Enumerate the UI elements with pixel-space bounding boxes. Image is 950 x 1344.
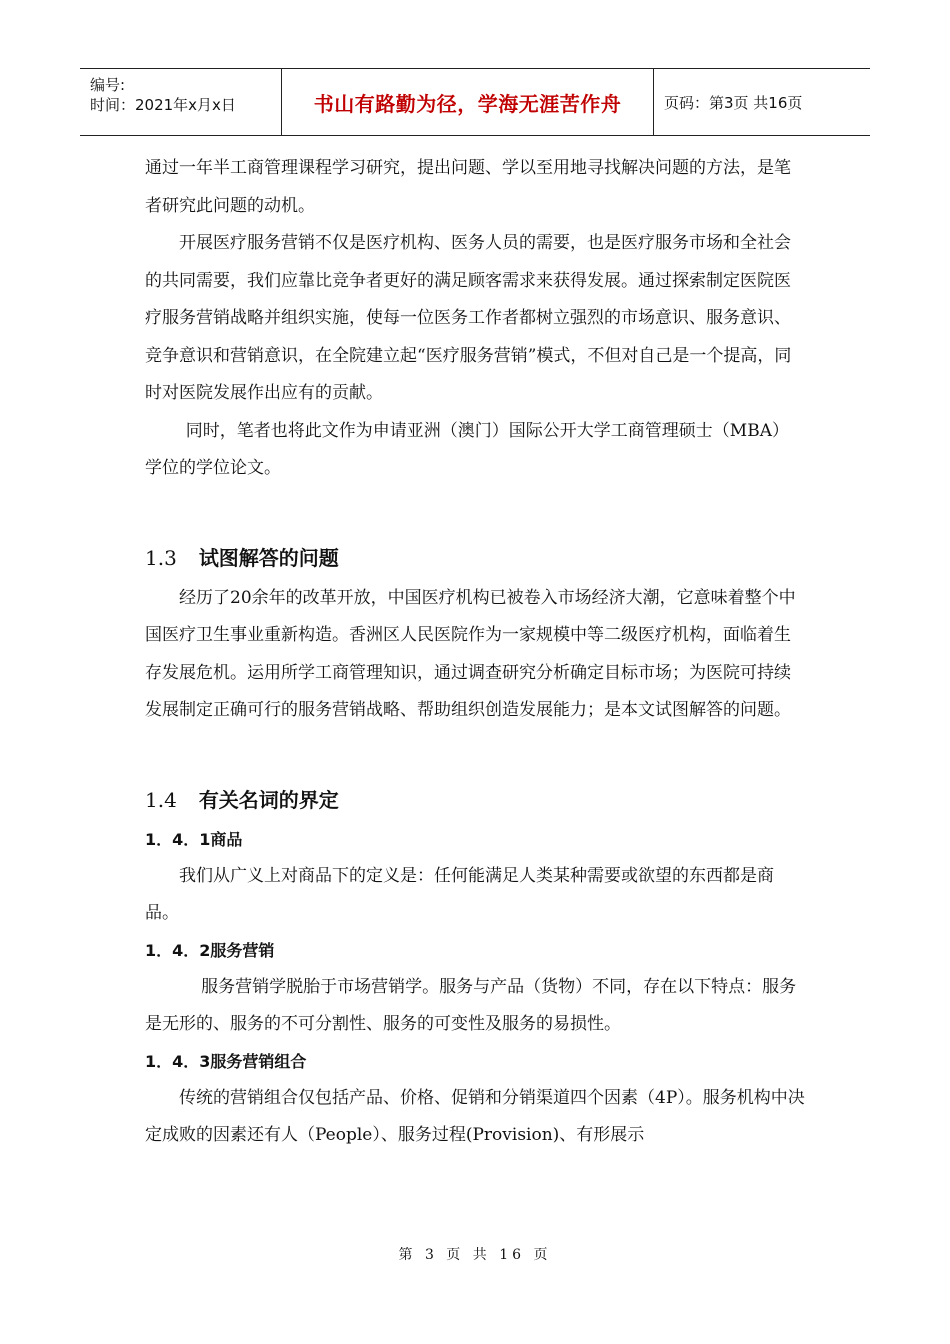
serial-label: 编号: — [90, 76, 126, 94]
section-1-3-paragraph: 经历了20余年的改革开放，中国医疗机构已被卷入市场经济大潮，它意味着整个中国医疗卫生事业重新构造。香洲区人民医院作为一家规模中等二级医疗机构，面临着生存发展危机。运用所学工商管理知识，通过调查研究分析确定目标市场；为医院可持续发展制定正确可行的服务营销战略、帮助组织创造发展能力；是本文试图解答的问题。 — [145, 587, 796, 720]
section-heading-1-3 — [145, 536, 805, 580]
document-body — [145, 150, 805, 1155]
header-page-info — [654, 69, 870, 135]
subsection-1-4-3-paragraph: 传统的营销组合仅包括产品、价格、促销和分销渠道四个因素（4P）。服务机构中决定成败的因素还有人（People）、服务过程(Provision)、有形展示 — [145, 1087, 805, 1145]
section-number: 1.3 — [145, 545, 177, 570]
intro-paragraph-3: 同时，笔者也将此文作为申请亚洲（澳门）国际公开大学工商管理硕士（MBA）学位的学位论文。 — [145, 420, 789, 478]
subsection-heading-1-4-3: 1．4．3服务营销组合 — [145, 1051, 307, 1071]
motto-text: 书山有路勤为径，学海无涯苦作舟 — [313, 91, 622, 116]
page-info-text: 页码：第3页 共16页 — [664, 93, 803, 112]
subsection-heading-1-4-1: 1．4．1商品 — [145, 829, 243, 849]
intro-paragraph-2: 开展医疗服务营销不仅是医疗机构、医务人员的需要，也是医疗服务市场和全社会的共同需要，我们应靠比竞争者更好的满足顾客需求来获得发展。通过探索制定医院医疗服务营销战略并组织实施，使每一位医务工作者都树立强烈的市场意识、服务意识、竞争意识和营销意识，在全院建立起“医疗服务营销”模式，不但对自己是一个提高，同时对医院发展作出应有的贡献。 — [145, 233, 792, 403]
section-heading-1-4 — [145, 778, 805, 822]
page-header — [80, 68, 870, 136]
header-meta — [80, 69, 282, 135]
time-label: 时间：2021年x月x日 — [90, 96, 236, 114]
header-motto — [282, 69, 654, 135]
section-title: 有关名词的界定 — [198, 787, 339, 812]
subsection-heading-1-4-2: 1．4．2服务营销 — [145, 940, 275, 960]
subsection-1-4-2-paragraph: 服务营销学脱胎于市场营销学。服务与产品（货物）不同，存在以下特点：服务是无形的、服务的不可分割性、服务的可变性及服务的易损性。 — [145, 976, 797, 1034]
section-title: 试图解答的问题 — [198, 545, 339, 570]
page-footer: 第 3 页 共 16 页 — [398, 1247, 552, 1263]
subsection-1-4-1-paragraph: 我们从广义上对商品下的定义是：任何能满足人类某种需要或欲望的东西都是商品。 — [145, 865, 774, 923]
intro-paragraph-1: 通过一年半工商管理课程学习研究，提出问题、学以至用地寻找解决问题的方法，是笔者研究此问题的动机。 — [145, 158, 791, 216]
section-number: 1.4 — [145, 787, 177, 812]
